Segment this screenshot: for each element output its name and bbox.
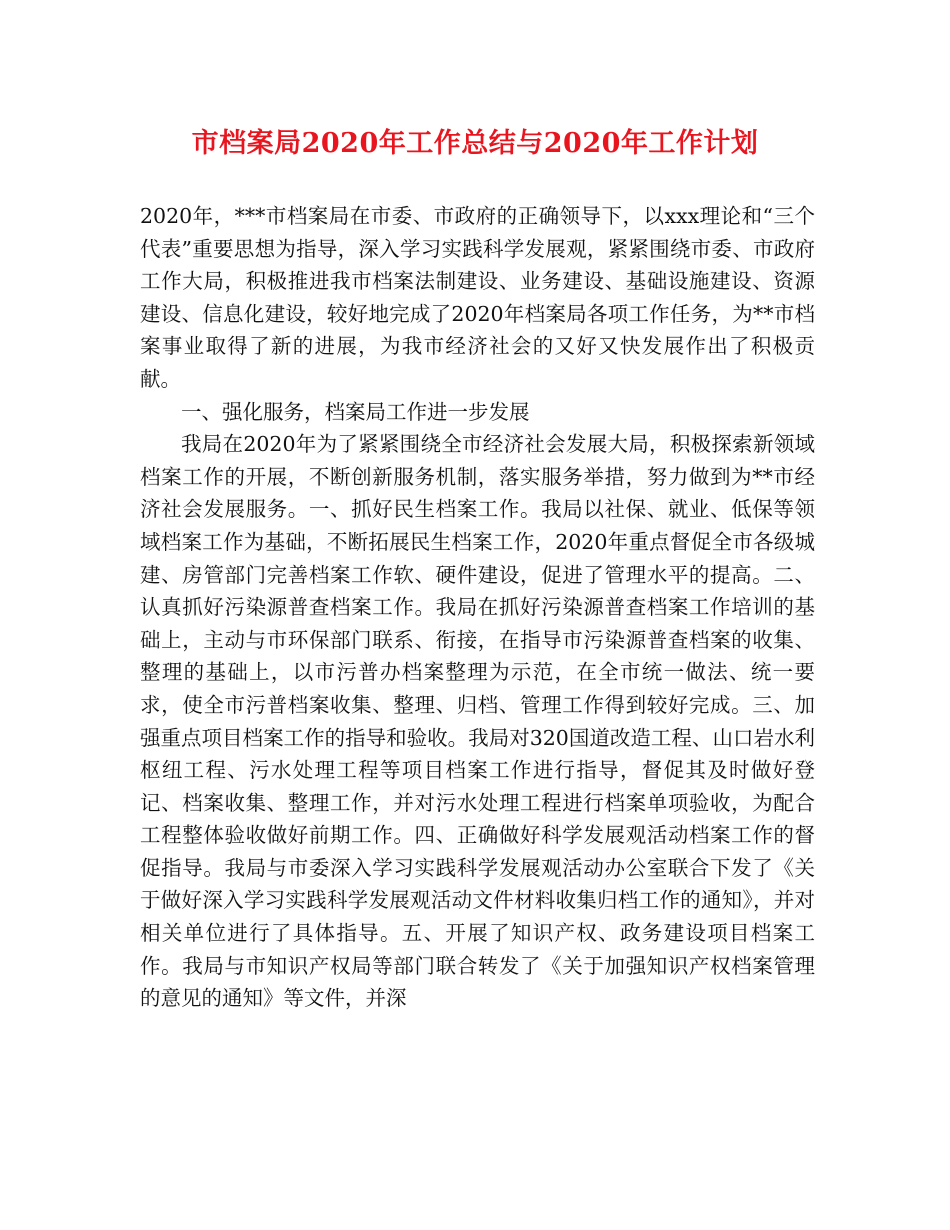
document-body xyxy=(140,200,815,1015)
body-paragraph: 我局在2020年为了紧紧围绕全市经济社会发展大局，积极探索新领域档案工作的开展，不断创新服务机制，落实服务举措，努力做到为**市经济社会发展服务。一、抓好民生档案工作。我局以社保、就业、低保等领域档案工作为基础，不断拓展民生档案工作，2020年重点督促全市各级城建、房管部门完善档案工作软、硬件建设，促进了管理水平的提高。二、认真抓好污染源普查档案工作。我局在抓好污染源普查档案工作培训的基础上，主动与市环保部门联系、衔接，在指导市污染源普查档案的收集、整理的基础上，以市污普办档案整理为示范，在全市统一做法、统一要求，使全市污普档案收集、整理、归档、管理工作得到较好完成。三、加强重点项目档案工作的指导和验收。我局对320国道改造工程、山口岩水利枢纽工程、污水处理工程等项目档案工作进行指导，督促其及时做好登记、档案收集、整理工作，并对污水处理工程进行档案单项验收，为配合工程整体验收做好前期工作。四、正确做好科学发展观活动档案工作的督促指导。我局与市委深入学习实践科学发展观活动办公室联合下发了《关于做好深入学习实践科学发展观活动文件材料收集归档工作的通知》，并对相关单位进行了具体指导。五、开展了知识产权、政务建设项目档案工作。我局与市知识产权局等部门联合转发了《关于加强知识产权档案管理的意见的通知》等文件，并深 xyxy=(140,432,815,1011)
document-title: 市档案局2020年工作总结与2020年工作计划 xyxy=(191,128,759,159)
body-paragraph: 2020年，***市档案局在市委、市政府的正确领导下，以xxx理论和“三个代表”重要思想为指导，深入学习实践科学发展观，紧紧围绕市委、市政府工作大局，积极推进我市档案法制建设、业务建设、基础设施建设、资源建设、信息化建设，较好地完成了2020年档案局各项工作任务，为**市档案事业取得了新的进展，为我市经济社会的又好又快发展作出了积极贡献。 xyxy=(140,204,815,391)
body-paragraph: 一、强化服务，档案局工作进一步发展 xyxy=(181,399,530,424)
